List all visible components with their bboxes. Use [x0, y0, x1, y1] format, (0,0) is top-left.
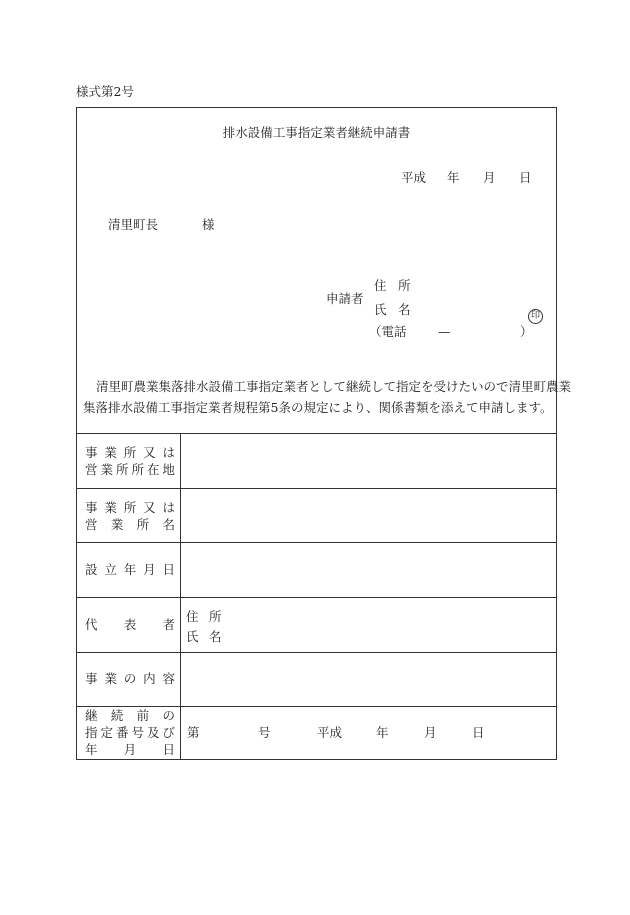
body-line-2: 集落排水設備工事指定業者規程第5条の規定により、関係書類を添えて申請します。 [83, 400, 553, 415]
representative-field[interactable] [181, 598, 556, 652]
seal-mark [528, 303, 543, 324]
applicant-name-char-1: 氏 [374, 302, 387, 317]
prev-no-suffix: 号 [258, 725, 271, 740]
office-name-field[interactable] [181, 489, 556, 542]
addressee-name: 清里町長 [108, 217, 159, 232]
phone-open: （電話 [369, 324, 407, 339]
prev-day: 日 [472, 725, 485, 740]
label-line: 設 立 年 月 日 [85, 562, 175, 577]
label-line: 年 月 日 [85, 742, 175, 757]
representative-label [77, 616, 180, 633]
date-month: 月 [483, 170, 496, 185]
form-number: 様式第2号 [76, 84, 134, 99]
label-line: 営 業 所 所 在 地 [85, 462, 175, 477]
phone-close: ） [520, 324, 533, 339]
addressee-honorific: 様 [202, 217, 215, 232]
date-year: 年 [447, 170, 460, 185]
business-content-label [77, 670, 180, 687]
office-location-label [77, 444, 180, 478]
office-location-field[interactable] [181, 434, 556, 488]
applicant-address-char-2: 所 [398, 278, 411, 293]
label-line: 営 業 所 名 [85, 517, 175, 532]
rep-address-char-2: 所 [209, 609, 222, 624]
rep-name-char-2: 名 [209, 629, 222, 644]
previous-designation-field[interactable] [181, 707, 556, 759]
prev-era: 平成 [317, 725, 343, 740]
label-line: 指 定 番 号 及 び [85, 725, 175, 740]
applicant-label: 申請者 [326, 291, 364, 306]
applicant-address-char-1: 住 [374, 278, 387, 293]
established-date-field[interactable] [181, 543, 556, 597]
phone-dash: — [438, 324, 451, 339]
rep-address-char-1: 住 [186, 609, 199, 624]
date-day: 日 [519, 170, 532, 185]
label-line: 事 業 の 内 容 [85, 671, 175, 686]
prev-no-prefix: 第 [187, 725, 200, 740]
prev-year: 年 [376, 725, 389, 740]
form-title: 排水設備工事指定業者継続申請書 [222, 125, 411, 140]
established-date-label [77, 561, 180, 578]
label-line: 事 業 所 又 は [85, 445, 175, 460]
label-line: 代 表 者 [85, 617, 175, 632]
seal-icon: 印 [528, 309, 543, 324]
rep-name-char-1: 氏 [186, 629, 199, 644]
office-name-label [77, 499, 180, 533]
prev-month: 月 [424, 725, 437, 740]
previous-designation-label [77, 707, 180, 758]
business-content-field[interactable] [181, 653, 556, 706]
body-line-1: 清里町農業集落排水設備工事指定業者として継続して指定を受けたいので清里町農業 [96, 379, 572, 394]
date-era: 平成 [401, 170, 427, 185]
label-line: 継 続 前 の [85, 708, 175, 723]
applicant-name-char-2: 名 [398, 302, 411, 317]
label-line: 事 業 所 又 は [85, 500, 175, 515]
application-form [76, 107, 572, 760]
